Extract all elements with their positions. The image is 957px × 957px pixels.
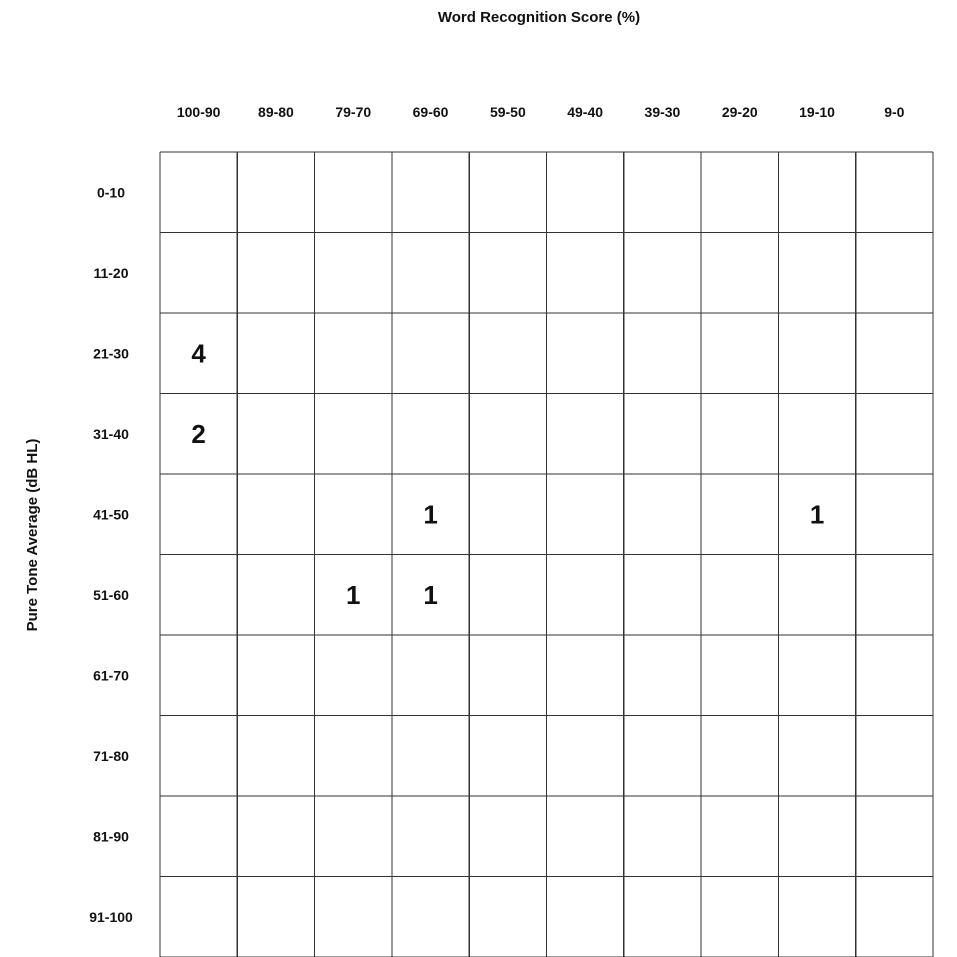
x-tick-label: 69-60 [412,104,449,120]
y-tick-label: 21-30 [93,345,129,362]
x-tick-label: 29-20 [721,104,758,120]
y-tick-label: 91-100 [89,908,133,925]
x-tick-label: 89-80 [258,104,294,120]
y-tick-labels [89,184,133,925]
y-tick-label: 71-80 [93,747,129,764]
y-tick-label: 51-60 [93,586,129,603]
cell-count-label: 1 [809,499,825,530]
y-tick-label: 41-50 [93,506,129,523]
cell-count-label: 1 [423,499,438,530]
y-tick-label: 61-70 [93,667,129,684]
y-tick-label: 81-90 [93,828,129,845]
y-axis-label: Pure Tone Average (dB HL) [24,438,41,632]
x-tick-label: 79-70 [335,104,372,120]
y-tick-label: 11-20 [93,264,129,281]
cell-count-label: 2 [191,418,206,449]
x-tick-label: 49-40 [567,104,604,120]
grid-lines [160,152,933,957]
x-tick-labels [177,104,905,120]
cell-count-label: 1 [346,579,361,610]
cell-count-label: 4 [191,338,206,369]
cell-count-label: 1 [423,579,438,610]
x-tick-label: 9-0 [884,104,905,120]
y-tick-label: 31-40 [93,425,129,442]
y-tick-label: 0-10 [96,184,126,201]
x-tick-label: 19-10 [799,104,835,120]
x-tick-label: 59-50 [489,104,526,120]
x-tick-label: 100-90 [176,104,221,120]
chart-title: Word Recognition Score (%) [437,9,641,26]
x-tick-label: 39-30 [644,104,681,120]
